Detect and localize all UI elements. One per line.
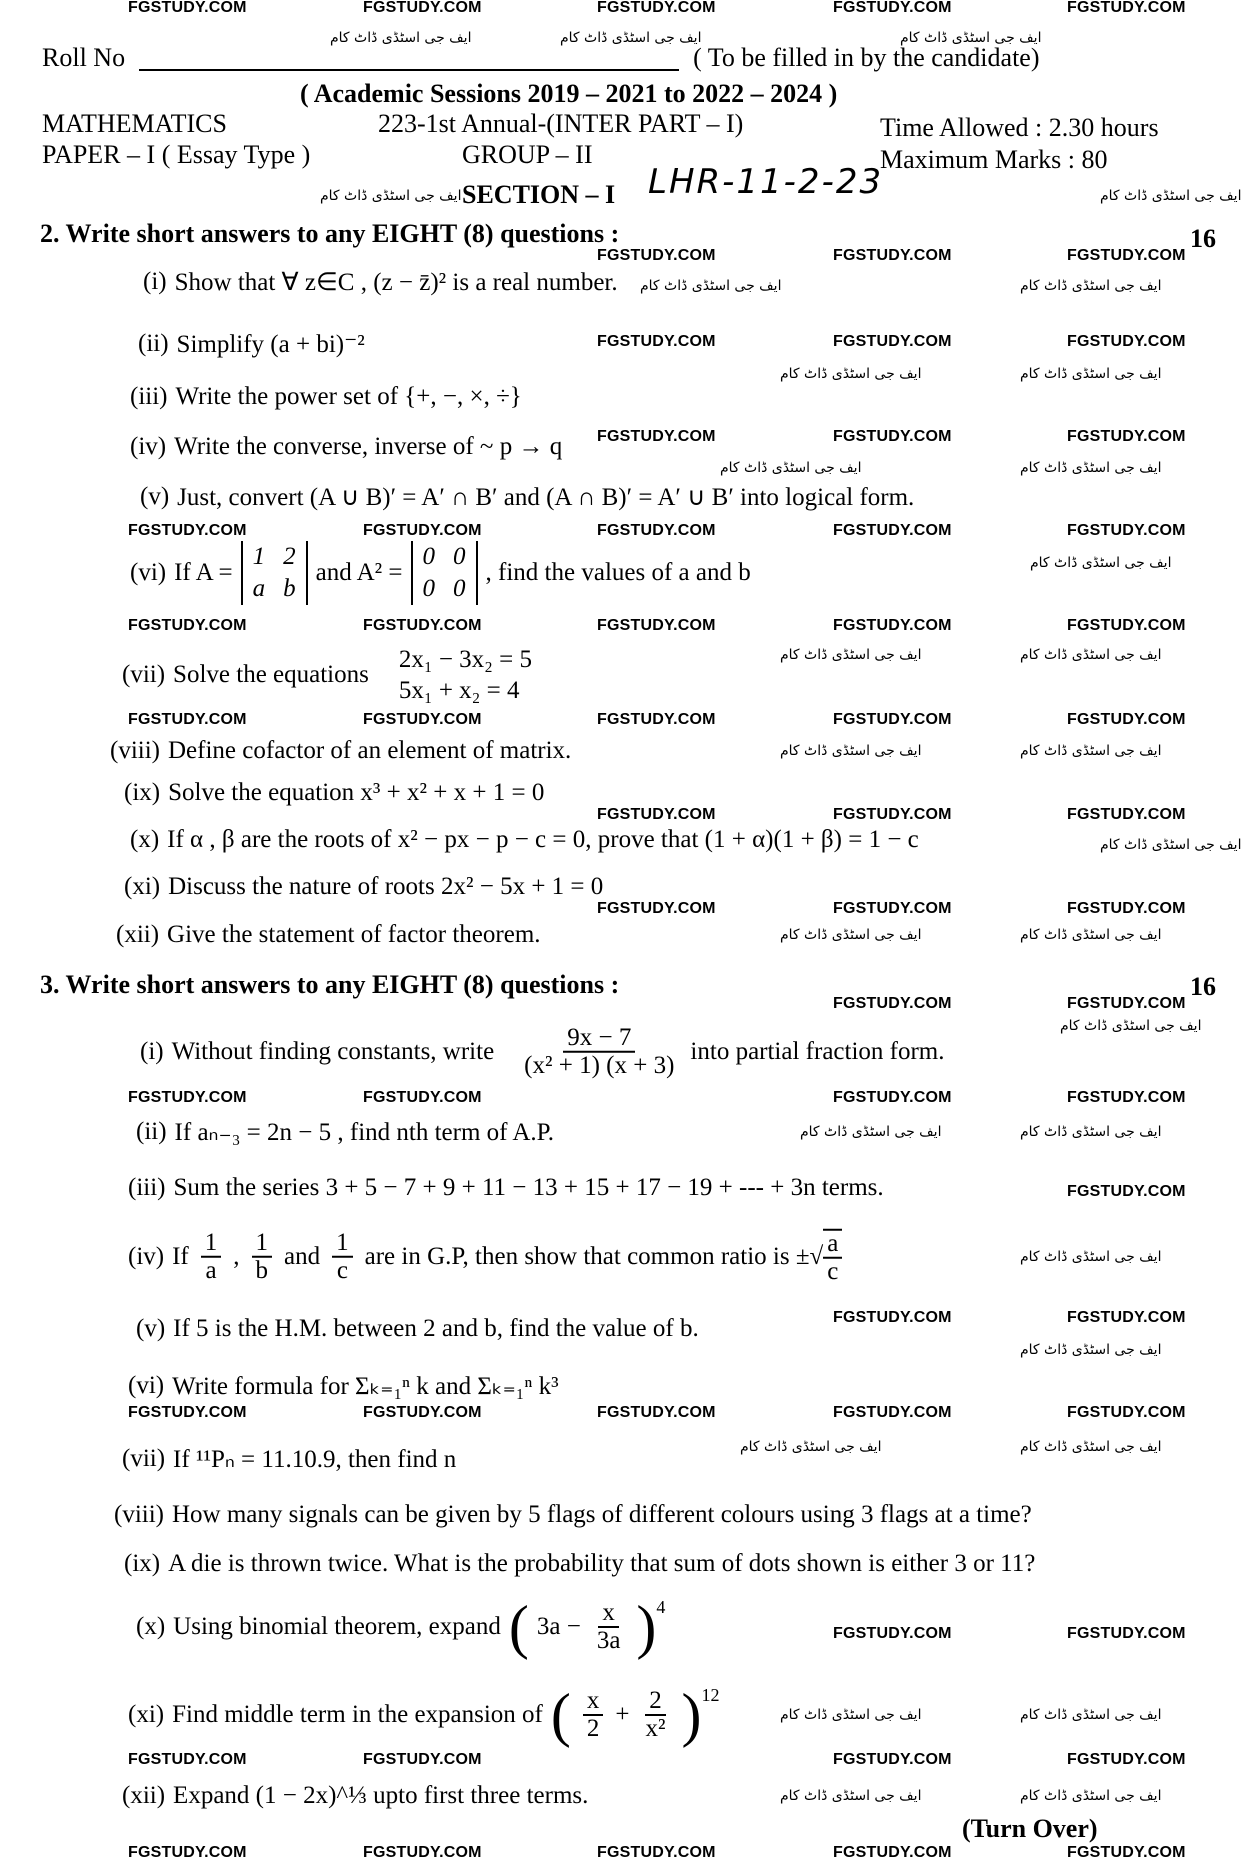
watermark-urdu: ایف جی اسٹڈی ڈاٹ کام bbox=[1020, 1788, 1162, 1804]
item-text: Give the statement of factor theorem. bbox=[167, 921, 541, 948]
roll-no-note: ( To be filled in by the candidate) bbox=[693, 43, 1040, 72]
watermark-text: FGSTUDY.COM bbox=[597, 1844, 716, 1861]
watermark-urdu: ایف جی اسٹڈی ڈاٹ کام bbox=[740, 1439, 882, 1455]
item-text: If A = bbox=[174, 559, 233, 586]
q3-item bbox=[124, 1550, 1035, 1578]
section-title: SECTION – I bbox=[462, 180, 616, 209]
fraction bbox=[823, 1229, 842, 1286]
item-text: and A² = bbox=[315, 559, 403, 586]
denominator: c bbox=[827, 1258, 839, 1285]
watermark-text: FGSTUDY.COM bbox=[363, 522, 482, 539]
denominator: x² bbox=[645, 1715, 666, 1742]
item-text: Expand (1 − 2x)^⅓ upto first three terms. bbox=[173, 1782, 589, 1809]
item-label: (iv) bbox=[128, 1243, 165, 1270]
matrix-cell: b bbox=[283, 575, 296, 602]
item-text: 3a − bbox=[536, 1613, 581, 1640]
numerator: 1 bbox=[332, 1230, 353, 1258]
watermark-text: FGSTUDY.COM bbox=[1067, 1183, 1186, 1200]
group: GROUP – II bbox=[462, 140, 593, 169]
watermark-text: FGSTUDY.COM bbox=[128, 711, 247, 728]
item-text: Solve the equation x³ + x² + x + 1 = 0 bbox=[168, 779, 545, 806]
watermark-text: FGSTUDY.COM bbox=[833, 0, 952, 16]
right-paren: ) bbox=[636, 1594, 657, 1660]
item-text: Discuss the nature of roots 2x² − 5x + 1 = 0 bbox=[168, 873, 604, 900]
item-label: (xii) bbox=[116, 921, 160, 948]
watermark-urdu: ایف جی اسٹڈی ڈاٹ کام bbox=[1030, 555, 1172, 571]
item-label: (vi) bbox=[130, 559, 167, 586]
plus-sign: + bbox=[615, 1701, 630, 1728]
item-label: (x) bbox=[130, 826, 160, 853]
exponent: 4 bbox=[656, 1597, 666, 1617]
watermark-text: FGSTUDY.COM bbox=[833, 711, 952, 728]
q2-marks: 16 bbox=[1190, 224, 1216, 253]
watermark-urdu: ایف جی اسٹڈی ڈاٹ کام bbox=[330, 30, 472, 46]
item-label: (x) bbox=[136, 1613, 166, 1640]
watermark-text: FGSTUDY.COM bbox=[597, 1404, 716, 1421]
item-label: (i) bbox=[143, 268, 167, 295]
item-text: Simplify (a + bi)⁻² bbox=[176, 331, 365, 358]
equation: 5x₁ + x₂ = 4 bbox=[398, 677, 520, 704]
watermark-text: FGSTUDY.COM bbox=[1067, 900, 1186, 917]
item-text: If aₙ₋₃ = 2n − 5 , find nth term of A.P. bbox=[174, 1119, 555, 1146]
watermark-urdu: ایف جی اسٹڈی ڈاٹ کام bbox=[640, 278, 782, 294]
q2-heading: 2. Write short answers to any EIGHT (8) questions : bbox=[40, 219, 620, 248]
q2-item bbox=[110, 737, 571, 765]
q2-item bbox=[130, 541, 751, 605]
q3-item: (iv) If $\frac{1}{a}$ , $\frac{1}{b}$ and $\frac{1}{c}$ are in G.P, then show that common ratio is ±√ $\frac{a}{c}$ bbox=[128, 1229, 846, 1286]
item-label: (i) bbox=[140, 1038, 164, 1065]
fraction bbox=[641, 1688, 669, 1743]
q3-item bbox=[122, 1782, 588, 1810]
item-text: Solve the equations bbox=[173, 661, 369, 688]
watermark-text: FGSTUDY.COM bbox=[597, 247, 716, 264]
watermark-text: FGSTUDY.COM bbox=[833, 806, 952, 823]
item-text: Using binomial theorem, expand bbox=[173, 1613, 501, 1640]
watermark-text: FGSTUDY.COM bbox=[1067, 1844, 1186, 1861]
item-text: Define cofactor of an element of matrix. bbox=[168, 737, 572, 764]
watermark-text: FGSTUDY.COM bbox=[128, 1404, 247, 1421]
item-text: and bbox=[284, 1243, 321, 1270]
item-text: Write formula for Σₖ₌₁ⁿ k and Σₖ₌₁ⁿ k³ bbox=[172, 1373, 559, 1400]
q3-item bbox=[128, 1682, 720, 1748]
item-label: (xii) bbox=[122, 1782, 166, 1809]
q2-item bbox=[130, 826, 919, 854]
item-text: If ¹¹Pₙ = 11.10.9, then find n bbox=[173, 1446, 457, 1473]
watermark-text: FGSTUDY.COM bbox=[597, 711, 716, 728]
watermark-text: FGSTUDY.COM bbox=[597, 806, 716, 823]
q2-item bbox=[130, 433, 562, 461]
fraction bbox=[201, 1230, 222, 1285]
item-label: (vii) bbox=[122, 1445, 166, 1472]
numerator: x bbox=[583, 1688, 604, 1716]
matrix-a bbox=[241, 541, 308, 605]
watermark-text: FGSTUDY.COM bbox=[833, 1844, 952, 1861]
item-label: (ii) bbox=[136, 1118, 167, 1145]
matrix-cell: 1 bbox=[252, 543, 266, 570]
watermark-text: FGSTUDY.COM bbox=[1067, 1625, 1186, 1642]
sessions: ( Academic Sessions 2019 – 2021 to 2022 – 2024 ) bbox=[300, 79, 838, 108]
denominator: c bbox=[336, 1257, 348, 1284]
item-text: into partial fraction form. bbox=[690, 1038, 945, 1065]
denominator: 3a bbox=[596, 1627, 621, 1654]
item-text: If 5 is the H.M. between 2 and b, find the value of b. bbox=[173, 1315, 699, 1342]
paper-title: PAPER – I ( Essay Type ) bbox=[42, 140, 311, 169]
item-text: Just, convert (A ∪ B)′ = A′ ∩ B′ and (A ∩ B)′ = A′ ∪ B′ into logical form. bbox=[177, 484, 915, 511]
q2-item bbox=[130, 383, 522, 411]
item-label: (ix) bbox=[124, 779, 161, 806]
matrix-cell: 2 bbox=[283, 543, 296, 570]
watermark-text: FGSTUDY.COM bbox=[1067, 333, 1186, 350]
watermark-urdu: ایف جی اسٹڈی ڈاٹ کام bbox=[800, 1124, 942, 1140]
watermark-text: FGSTUDY.COM bbox=[1067, 0, 1186, 16]
denominator: (x² + 1) (x + 3) bbox=[524, 1052, 675, 1079]
item-label: (vi) bbox=[128, 1372, 165, 1399]
watermark-urdu: ایف جی اسٹڈی ڈاٹ کام bbox=[1020, 1124, 1162, 1140]
watermark-text: FGSTUDY.COM bbox=[597, 617, 716, 634]
q3-item bbox=[128, 1371, 559, 1401]
watermark-urdu: ایف جی اسٹڈی ڈاٹ کام bbox=[1020, 1439, 1162, 1455]
watermark-urdu: ایف جی اسٹڈی ڈاٹ کام bbox=[900, 30, 1042, 46]
watermark-text: FGSTUDY.COM bbox=[363, 617, 482, 634]
denominator: b bbox=[255, 1257, 269, 1284]
item-label: (vii) bbox=[122, 661, 166, 688]
item-text: A die is thrown twice. What is the probability that sum of dots shown is either 3 or 11? bbox=[168, 1550, 1036, 1577]
watermark-urdu: ایف جی اسٹڈی ڈاٹ کام bbox=[780, 1788, 922, 1804]
exam-title: 223-1st Annual-(INTER PART – I) bbox=[378, 109, 744, 138]
time-allowed: Time Allowed : 2.30 hours bbox=[880, 113, 1159, 142]
watermark-text: FGSTUDY.COM bbox=[597, 428, 716, 445]
watermark-text: FGSTUDY.COM bbox=[1067, 995, 1186, 1012]
exponent: 12 bbox=[701, 1685, 720, 1705]
q3-item bbox=[114, 1501, 1032, 1529]
watermark-text: FGSTUDY.COM bbox=[363, 1844, 482, 1861]
watermark-urdu: ایف جی اسٹڈی ڈاٹ کام bbox=[780, 366, 922, 382]
watermark-text: FGSTUDY.COM bbox=[128, 1844, 247, 1861]
item-label: (ix) bbox=[124, 1550, 161, 1577]
q2-item bbox=[116, 921, 541, 949]
numerator: 9x − 7 bbox=[563, 1025, 635, 1053]
left-paren: ( bbox=[508, 1594, 529, 1660]
watermark-urdu: ایف جی اسٹڈی ڈاٹ کام bbox=[1060, 1018, 1202, 1034]
item-text: Write the converse, inverse of ~ p → q bbox=[174, 433, 563, 460]
watermark-urdu: ایف جی اسٹڈی ڈاٹ کام bbox=[780, 1707, 922, 1723]
watermark-text: FGSTUDY.COM bbox=[597, 522, 716, 539]
watermark-text: FGSTUDY.COM bbox=[833, 995, 952, 1012]
watermark-text: FGSTUDY.COM bbox=[597, 0, 716, 16]
watermark-text: FGSTUDY.COM bbox=[833, 247, 952, 264]
item-text: Write the power set of {+, −, ×, ÷} bbox=[175, 383, 522, 410]
matrix-cell: 0 bbox=[453, 575, 466, 602]
watermark-text: FGSTUDY.COM bbox=[1067, 1089, 1186, 1106]
watermark-text: FGSTUDY.COM bbox=[363, 711, 482, 728]
numerator: x bbox=[598, 1600, 619, 1628]
numerator: 1 bbox=[252, 1230, 273, 1258]
matrix-cell: 0 bbox=[453, 543, 466, 570]
q3-item bbox=[128, 1174, 884, 1202]
equation: 2x₁ − 3x₂ = 5 bbox=[398, 645, 532, 673]
watermark-urdu: ایف جی اسٹڈی ڈاٹ کام bbox=[1020, 278, 1162, 294]
watermark-urdu: ایف جی اسٹڈی ڈاٹ کام bbox=[1020, 1707, 1162, 1723]
item-text: How many signals can be given by 5 flags of different colours using 3 flags at a time? bbox=[172, 1501, 1032, 1528]
watermark-text: FGSTUDY.COM bbox=[833, 617, 952, 634]
watermark-urdu: ایف جی اسٹڈی ڈاٹ کام bbox=[1020, 927, 1162, 943]
watermark-text: FGSTUDY.COM bbox=[363, 1089, 482, 1106]
handwritten-code: LHR-11-2-23 bbox=[648, 162, 884, 202]
item-label: (v) bbox=[136, 1315, 166, 1342]
q3-item bbox=[136, 1117, 554, 1147]
watermark-text: FGSTUDY.COM bbox=[1067, 806, 1186, 823]
right-paren: ) bbox=[681, 1682, 702, 1748]
item-text: If bbox=[172, 1243, 189, 1270]
fraction bbox=[332, 1230, 353, 1285]
watermark-urdu: ایف جی اسٹڈی ڈاٹ کام bbox=[560, 30, 702, 46]
item-label: (iv) bbox=[130, 433, 167, 460]
q2-item bbox=[140, 482, 914, 512]
watermark-text: FGSTUDY.COM bbox=[1067, 1751, 1186, 1768]
item-text: Without finding constants, write bbox=[171, 1038, 495, 1065]
numerator: 1 bbox=[201, 1230, 222, 1258]
watermark-urdu: ایف جی اسٹڈی ڈاٹ کام bbox=[320, 188, 462, 204]
watermark-text: FGSTUDY.COM bbox=[833, 333, 952, 350]
watermark-urdu: ایف جی اسٹڈی ڈاٹ کام bbox=[720, 460, 862, 476]
watermark-text: FGSTUDY.COM bbox=[833, 900, 952, 917]
matrix-a-squared bbox=[411, 541, 478, 605]
q2-item bbox=[124, 873, 603, 901]
watermark-text: FGSTUDY.COM bbox=[363, 1751, 482, 1768]
watermark-urdu: ایف جی اسٹڈی ڈاٹ کام bbox=[1020, 1249, 1162, 1265]
item-text: If α , β are the roots of x² − px − p − c = 0, prove that (1 + α)(1 + β) = 1 − c bbox=[167, 826, 919, 853]
watermark-text: FGSTUDY.COM bbox=[833, 1089, 952, 1106]
numerator: a bbox=[823, 1231, 842, 1259]
roll-no-row bbox=[42, 43, 1040, 73]
watermark-text: FGSTUDY.COM bbox=[128, 617, 247, 634]
watermark-urdu: ایف جی اسٹڈی ڈاٹ کام bbox=[1100, 837, 1242, 853]
roll-no-field[interactable] bbox=[139, 45, 679, 71]
roll-no-label: Roll No bbox=[42, 43, 126, 72]
item-label: (xi) bbox=[128, 1701, 165, 1728]
watermark-urdu: ایف جی اسٹڈی ڈاٹ کام bbox=[1100, 188, 1242, 204]
q3-marks: 16 bbox=[1190, 972, 1216, 1001]
item-label: (v) bbox=[140, 483, 170, 510]
numerator: 2 bbox=[645, 1688, 666, 1716]
matrix-cell: 0 bbox=[422, 575, 436, 602]
watermark-text: FGSTUDY.COM bbox=[1067, 1309, 1186, 1326]
watermark-text: FGSTUDY.COM bbox=[833, 1309, 952, 1326]
watermark-urdu: ایف جی اسٹڈی ڈاٹ کام bbox=[780, 927, 922, 943]
watermark-text: FGSTUDY.COM bbox=[1067, 428, 1186, 445]
watermark-text: FGSTUDY.COM bbox=[363, 1404, 482, 1421]
item-label: (xi) bbox=[124, 873, 161, 900]
matrix-cell: 0 bbox=[422, 543, 436, 570]
matrix-cell: a bbox=[252, 575, 266, 602]
watermark-text: FGSTUDY.COM bbox=[128, 1751, 247, 1768]
watermark-text: FGSTUDY.COM bbox=[597, 333, 716, 350]
subject: MATHEMATICS bbox=[42, 109, 227, 138]
q2-item bbox=[122, 644, 532, 707]
item-text: are in G.P, then show that common ratio is ±√ bbox=[364, 1243, 824, 1270]
watermark-text: FGSTUDY.COM bbox=[833, 1404, 952, 1421]
watermark-text: FGSTUDY.COM bbox=[1067, 247, 1186, 264]
watermark-text: FGSTUDY.COM bbox=[833, 428, 952, 445]
watermark-text: FGSTUDY.COM bbox=[1067, 1404, 1186, 1421]
item-label: (ii) bbox=[138, 330, 169, 357]
q3-item bbox=[122, 1444, 456, 1474]
watermark-urdu: ایف جی اسٹڈی ڈاٹ کام bbox=[780, 647, 922, 663]
denominator: 2 bbox=[586, 1715, 600, 1742]
watermark-urdu: ایف جی اسٹڈی ڈاٹ کام bbox=[1020, 1342, 1162, 1358]
item-text: Sum the series 3 + 5 − 7 + 9 + 11 − 13 + 15 + 17 − 19 + --- + 3n terms. bbox=[173, 1174, 884, 1201]
equation-system bbox=[399, 644, 532, 707]
item-label: (viii) bbox=[110, 737, 160, 764]
q3-item bbox=[136, 1594, 666, 1660]
q3-item bbox=[140, 1025, 945, 1080]
watermark-text: FGSTUDY.COM bbox=[128, 0, 247, 16]
denominator: a bbox=[205, 1257, 217, 1284]
fraction bbox=[520, 1025, 678, 1080]
q2-item bbox=[124, 779, 544, 807]
watermark-urdu: ایف جی اسٹڈی ڈاٹ کام bbox=[1020, 743, 1162, 759]
watermark-text: FGSTUDY.COM bbox=[1067, 711, 1186, 728]
watermark-urdu: ایف جی اسٹڈی ڈاٹ کام bbox=[780, 743, 922, 759]
item-text: , find the values of a and b bbox=[485, 559, 751, 586]
watermark-text: FGSTUDY.COM bbox=[833, 522, 952, 539]
q2-item bbox=[143, 267, 618, 297]
item-text: Find middle term in the expansion of bbox=[172, 1701, 543, 1728]
left-paren: ( bbox=[550, 1682, 571, 1748]
watermark-urdu: ایف جی اسٹڈی ڈاٹ کام bbox=[1020, 460, 1162, 476]
watermark-text: FGSTUDY.COM bbox=[833, 1751, 952, 1768]
maximum-marks: Maximum Marks : 80 bbox=[880, 145, 1108, 174]
watermark-text: FGSTUDY.COM bbox=[833, 1625, 952, 1642]
q3-heading: 3. Write short answers to any EIGHT (8) questions : bbox=[40, 970, 620, 999]
watermark-text: FGSTUDY.COM bbox=[597, 900, 716, 917]
fraction bbox=[252, 1230, 273, 1285]
item-text: Show that ∀ z∈C , (z − z̄)² is a real number. bbox=[174, 269, 618, 296]
turn-over: (Turn Over) bbox=[962, 1814, 1098, 1843]
watermark-text: FGSTUDY.COM bbox=[128, 522, 247, 539]
watermark-text: FGSTUDY.COM bbox=[1067, 522, 1186, 539]
item-label: (iii) bbox=[128, 1174, 166, 1201]
item-label: (viii) bbox=[114, 1501, 164, 1528]
fraction bbox=[593, 1600, 625, 1655]
item-label: (iii) bbox=[130, 383, 168, 410]
q2-item bbox=[138, 329, 365, 359]
watermark-text: FGSTUDY.COM bbox=[363, 0, 482, 16]
watermark-urdu: ایف جی اسٹڈی ڈاٹ کام bbox=[1020, 366, 1162, 382]
q3-item bbox=[136, 1315, 699, 1343]
watermark-text: FGSTUDY.COM bbox=[128, 1089, 247, 1106]
watermark-text: FGSTUDY.COM bbox=[1067, 617, 1186, 634]
fraction bbox=[583, 1688, 604, 1743]
watermark-urdu: ایف جی اسٹڈی ڈاٹ کام bbox=[1020, 647, 1162, 663]
